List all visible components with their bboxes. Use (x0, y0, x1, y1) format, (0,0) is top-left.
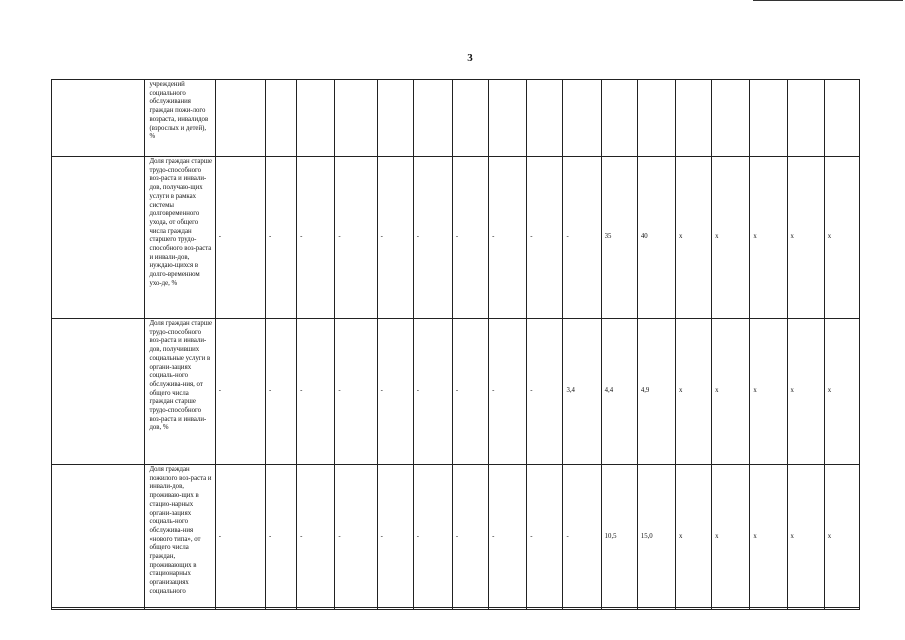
bottom-rule (51, 607, 860, 608)
value-cell (563, 80, 601, 157)
row-number-cell (52, 80, 145, 157)
value-cell: - (413, 157, 452, 319)
value-cell: - (266, 465, 297, 610)
value-cell (489, 80, 527, 157)
table-row (52, 157, 860, 319)
value-cell: x (712, 157, 750, 319)
value-cell (601, 80, 637, 157)
value-cell: x (787, 157, 824, 319)
value-cell (787, 80, 824, 157)
value-cell: - (527, 465, 563, 610)
value-cell: 35 (601, 157, 637, 319)
value-cell (266, 80, 297, 157)
value-cell: - (215, 157, 265, 319)
table-row (52, 80, 860, 157)
value-cell: x (676, 157, 712, 319)
value-cell: - (527, 319, 563, 465)
value-cell: - (489, 465, 527, 610)
row-number-cell (52, 157, 145, 319)
value-cell: - (215, 465, 265, 610)
value-cell: - (413, 319, 452, 465)
value-cell: 15,0 (637, 465, 675, 610)
value-cell: - (377, 465, 413, 610)
value-cell: - (266, 319, 297, 465)
value-cell: x (787, 465, 824, 610)
page-number: 3 (467, 52, 473, 64)
value-cell (413, 80, 452, 157)
value-cell: - (335, 319, 377, 465)
value-cell: x (824, 465, 859, 610)
value-cell (215, 80, 265, 157)
table-row (52, 465, 860, 610)
value-cell (452, 80, 488, 157)
value-cell: - (452, 465, 488, 610)
value-cell: - (563, 157, 601, 319)
indicator-description: Доля граждан старше трудо-способного воз-раста и инвали-дов, получивших социальные услуги в органи-зациях социаль-ного обслужива-ния, от общего числа граждан старше трудо-способного воз-раста и инвали-дов, % (145, 319, 215, 465)
value-cell (377, 80, 413, 157)
table-row (52, 319, 860, 465)
value-cell: - (335, 465, 377, 610)
value-cell: x (712, 465, 750, 610)
value-cell: x (750, 465, 787, 610)
indicator-description: Доля граждан пожилого воз-раста и инвали-дов, проживаю-щих в стацио-нарных органи-зациях социаль-ного обслужива-ния «нового типа», от общего числа граждан, проживающих в стационарных организациях социального (145, 465, 215, 610)
value-cell (527, 80, 563, 157)
value-cell (712, 80, 750, 157)
value-cell: - (489, 157, 527, 319)
value-cell: x (712, 319, 750, 465)
indicator-description: учреждений социального обслуживания граждан пожи-лого возраста, инвалидов (взрослых и детей), % (145, 80, 215, 157)
value-cell: x (787, 319, 824, 465)
value-cell: - (452, 319, 488, 465)
value-cell: 4,9 (637, 319, 675, 465)
value-cell: - (266, 157, 297, 319)
value-cell: - (527, 157, 563, 319)
value-cell: - (335, 157, 377, 319)
value-cell: - (215, 319, 265, 465)
value-cell: x (676, 465, 712, 610)
top-rule (753, 0, 903, 1)
value-cell: x (750, 319, 787, 465)
value-cell: - (377, 319, 413, 465)
value-cell: x (676, 319, 712, 465)
row-number-cell (52, 319, 145, 465)
value-cell: 10,5 (601, 465, 637, 610)
value-cell: - (413, 465, 452, 610)
value-cell (750, 80, 787, 157)
indicator-table (51, 79, 860, 610)
value-cell: - (489, 319, 527, 465)
value-cell: 3,4 (563, 319, 601, 465)
indicator-description: Доля граждан старше трудо-способного воз-раста и инвали-дов, получаю-щих услуги в рамках системы долговременного ухода, от общего числа граждан старшего трудо-способного воз-раста и инвали-дов, нуждаю-щихся в долго-временном ухо-де, % (145, 157, 215, 319)
value-cell: - (297, 157, 335, 319)
value-cell: - (377, 157, 413, 319)
value-cell (637, 80, 675, 157)
value-cell: - (297, 465, 335, 610)
value-cell: - (297, 319, 335, 465)
value-cell: 4,4 (601, 319, 637, 465)
value-cell (824, 80, 859, 157)
value-cell: 40 (637, 157, 675, 319)
value-cell (335, 80, 377, 157)
value-cell: x (824, 319, 859, 465)
value-cell: - (563, 465, 601, 610)
value-cell: - (452, 157, 488, 319)
value-cell: x (824, 157, 859, 319)
value-cell: x (750, 157, 787, 319)
row-number-cell (52, 465, 145, 610)
value-cell (297, 80, 335, 157)
value-cell (676, 80, 712, 157)
